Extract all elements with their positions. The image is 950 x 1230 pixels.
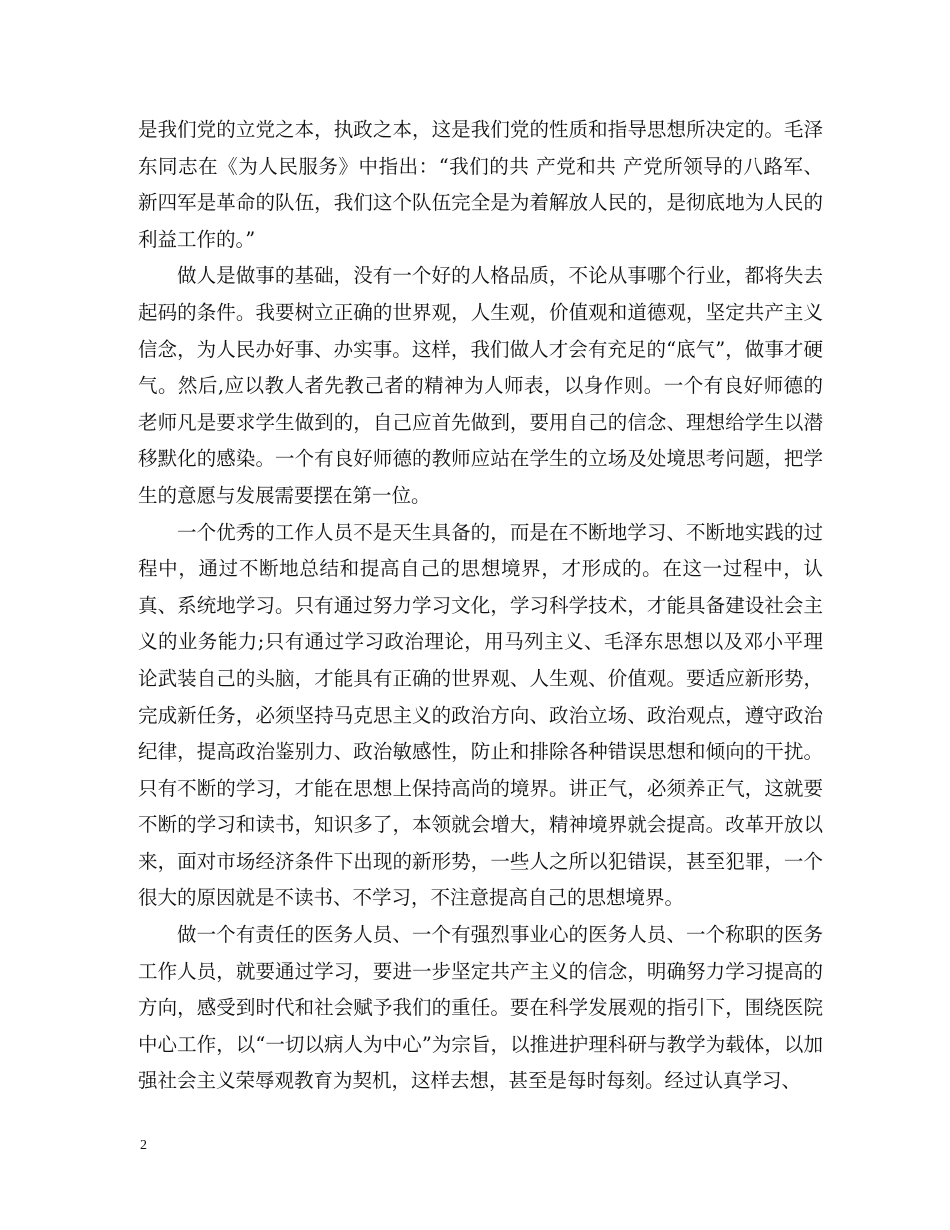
paragraph-2: 做人是做事的基础，没有一个好的人格品质，不论从事哪个行业，都将失去起码的条件。我要树立正确的世界观，人生观，价值观和道德观，坚定共产主义信念，为人民办好事、办实事。这样，我们做人才会有充足的“底气”，做事才硬气。然后,应以教人者先教己者的精神为人师表，以身作则。一个有良好师德的老师凡是要求学生做到的，自己应首先做到，要用自己的信念、理想给学生以潜移默化的感染。一个有良好师德的教师应站在学生的立场及处境思考问题，把学生的意愿与发展需要摆在第一位。 <box>138 264 823 507</box>
paragraph-1: 是我们党的立党之本，执政之本，这是我们党的性质和指导思想所决定的。毛泽东同志在《为人民服务》中指出：“我们的共 产党和共 产党所领导的八路军、新四军是革命的队伍，我们这个队伍完全是为着解放人民的，是彻底地为人民的利益工作的。” <box>138 118 823 251</box>
page-number: 2 <box>140 1138 147 1153</box>
paragraph-3: 一个优秀的工作人员不是天生具备的，而是在不断地学习、不断地实践的过程中，通过不断地总结和提高自己的思想境界，才形成的。在这一过程中，认真、系统地学习。只有通过努力学习文化，学习科学技术，才能具备建设社会主义的业务能力;只有通过学习政治理论，用马列主义、毛泽东思想以及邓小平理论武装自己的头脑，才能具有正确的世界观、人生观、价值观。要适应新形势，完成新任务，必须坚持马克思主义的政治方向、政治立场、政治观点，遵守政治纪律，提高政治鉴别力、政治敏感性，防止和排除各种错误思想和倾向的干扰。只有不断的学习，才能在思想上保持高尚的境界。讲正气，必须养正气，这就要不断的学习和读书，知识多了，本领就会增大，精神境界就会提高。改革开放以来，面对市场经济条件下出现的新形势，一些人之所以犯错误，甚至犯罪，一个很大的原因就是不读书、不学习，不注意提高自己的思想境界。 <box>138 520 823 910</box>
document-body <box>138 112 823 1100</box>
paragraph-4: 做一个有责任的医务人员、一个有强烈事业心的医务人员、一个称职的医务工作人员，就要通过学习，要进一步坚定共产主义的信念，明确努力学习提高的方向，感受到时代和社会赋予我们的重任。要在科学发展观的指引下，围绕医院中心工作，以“一切以病人为中心”为宗旨，以推进护理科研与教学为载体，以加强社会主义荣辱观教育为契机，这样去想，甚至是每时每刻。经过认真学习、 <box>138 923 823 1093</box>
